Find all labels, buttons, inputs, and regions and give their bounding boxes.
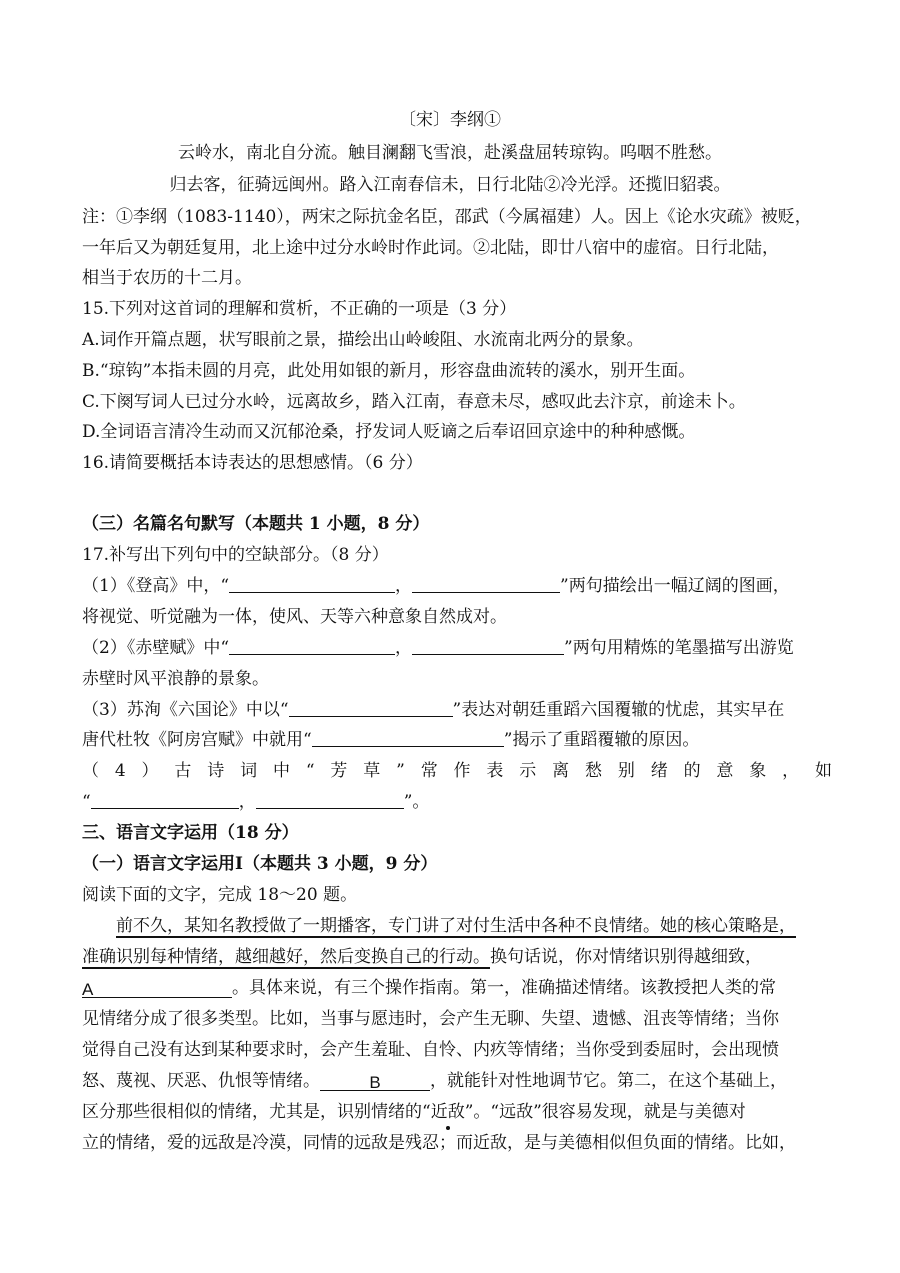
passage-line-5: 觉得自己没有达到某种要求时，会产生羞耻、自怜、内疚等情绪；当你受到委屈时，会出现愤 — [82, 1040, 779, 1060]
item-4-line-2 — [82, 787, 832, 817]
item-4-char: 表 — [486, 761, 504, 781]
answer-blank[interactable] — [412, 572, 560, 593]
item-4-char: ） — [141, 761, 159, 781]
underlined-text: 准确识别每种情绪，越细越好，然后变换自己的行动。 — [82, 947, 490, 967]
item-4-char: 草 — [363, 761, 381, 781]
answer-blank[interactable] — [412, 634, 564, 655]
emphasis-dotted-text: 近敌 — [430, 1102, 465, 1122]
passage-text: ”。“远敌”很容易发现，就是与美德对 — [464, 1102, 746, 1122]
poem-line-2: 归去客，征骑远闽州。路入江南春信未，日行北陆②冷光浮。还揽旧貂裘。 — [169, 175, 731, 195]
item-2-line-1 — [82, 633, 832, 663]
passage-text: 区分那些很相似的情绪，尤其是，识别情绪的“ — [82, 1102, 431, 1122]
reading-instruction: 阅读下面的文字，完成 18～20 题。 — [82, 885, 358, 905]
item-4-char: 常 — [420, 761, 438, 781]
option-d: D.全词语言清冷生动而又沉郁沧桑，抒发词人贬谪之后奉诏回京途中的种种感慨。 — [82, 422, 696, 442]
item-4-char: 愁 — [584, 761, 602, 781]
item-4-char: 如 — [815, 761, 832, 781]
answer-blank[interactable] — [91, 788, 239, 809]
note-line-3: 相当于农历的十二月。 — [82, 268, 252, 288]
answer-blank[interactable] — [229, 572, 395, 593]
item-1-line-1 — [82, 571, 832, 601]
item-2-line-2: 赤壁时风平浪静的景象。 — [82, 669, 269, 689]
item-4-char: “ — [305, 761, 315, 781]
item-3-suffix: ”表达对朝廷重蹈六国覆辙的忧虑，其实早在 — [452, 700, 785, 720]
item-4-char: 作 — [453, 761, 471, 781]
passage-line-7 — [82, 1097, 832, 1127]
blank-b-label: B — [369, 1073, 381, 1092]
item-3-line-2 — [82, 725, 832, 755]
part-3-heading: 三、语言文字运用（18 分） — [82, 823, 299, 843]
item-4-char: 绪 — [650, 761, 668, 781]
underlined-text: 前不久，某知名教授做了一期播客，专门讲了对付生活中各种不良情绪。她的核心策略是， — [116, 916, 796, 936]
blank-a-label: A — [82, 980, 94, 999]
question-17: 17.补写出下列句中的空缺部分。（8 分） — [82, 545, 389, 565]
passage-line-3 — [82, 973, 832, 1003]
item-4-char: ， — [782, 761, 800, 781]
blank-a[interactable] — [82, 975, 232, 998]
passage-line-4: 见情绪分成了很多类型。比如，当事与愿违时，会产生无聊、失望、遗憾、沮丧等情绪；当你 — [82, 1009, 779, 1029]
item-4-char: 离 — [552, 761, 570, 781]
item-3-line-2-prefix: 唐代杜牧《阿房宫赋》中就用“ — [82, 730, 312, 750]
item-4-line-1 — [82, 756, 832, 786]
item-2-sep: ， — [395, 638, 413, 658]
passage-text: 怒、蔑视、厌恶、仇恨等情绪。 — [82, 1071, 320, 1091]
answer-blank[interactable] — [312, 726, 504, 747]
item-4-char: （ — [82, 761, 99, 781]
item-4-char: 诗 — [207, 761, 225, 781]
item-4-char: 词 — [240, 761, 258, 781]
option-a: A.词作开篇点题，状写眼前之景，描绘出山岭峻阻、水流南北两分的景象。 — [82, 330, 644, 350]
item-2-suffix: ”两句用精炼的笔墨描写出游览 — [564, 638, 794, 658]
item-4-char: 别 — [617, 761, 635, 781]
item-3-line-1 — [82, 695, 832, 725]
answer-blank[interactable] — [256, 788, 404, 809]
item-4-sep: ， — [238, 792, 256, 812]
item-4-char: 4 — [114, 761, 126, 781]
item-4-close-quote: ”。 — [403, 792, 430, 812]
item-4-open-quote: “ — [82, 792, 91, 812]
poem-author: 〔宋〕李纲① — [399, 110, 501, 130]
item-4-char: 示 — [519, 761, 537, 781]
passage-line-2 — [82, 942, 832, 972]
passage-text: 换句话说，你对情绪识别得越细致， — [490, 947, 762, 967]
item-4-char: 古 — [174, 761, 192, 781]
question-15-stem: 15.下列对这首词的理解和赏析，不正确的一项是（3 分） — [82, 299, 517, 319]
part-3-subheading: （一）语言文字运用Ⅰ（本题共 3 小题，9 分） — [82, 854, 438, 874]
passage-line-1 — [116, 911, 832, 941]
passage-text: ，就能针对性地调节它。第二，在这个基础上， — [430, 1071, 787, 1091]
answer-blank[interactable] — [229, 634, 395, 655]
item-4-char: 意 — [716, 761, 734, 781]
note-line-2: 一年后又为朝廷复用，北上途中过分水岭时作此词。②北陆，即廿八宿中的虚宿。日行北陆， — [82, 238, 779, 258]
answer-blank[interactable] — [289, 696, 453, 717]
item-4-char: 中 — [272, 761, 290, 781]
item-4-char: 象 — [749, 761, 767, 781]
section-3-heading: （三）名篇名句默写（本题共 1 小题，8 分） — [82, 514, 430, 534]
item-4-char: ” — [396, 761, 405, 781]
item-1-prefix: （1）《登高》中，“ — [82, 576, 230, 596]
poem-line-1: 云岭水，南北自分流。触目澜翻飞雪浪，赴溪盘屈转琼钩。呜咽不胜愁。 — [178, 143, 722, 163]
item-1-line-2: 将视觉、听觉融为一体，使风、天等六种意象自然成对。 — [82, 607, 507, 627]
item-4-char: 芳 — [330, 761, 348, 781]
passage-line-6 — [82, 1066, 832, 1096]
passage-text: 。具体来说，有三个操作指南。第一，准确描述情绪。该教授把人类的常 — [232, 978, 776, 998]
item-2-prefix: （2）《赤壁赋》中“ — [82, 638, 230, 658]
item-3-line-2-suffix: ”揭示了重蹈覆辙的原因。 — [503, 730, 700, 750]
note-line-1: 注：①李纲（1083-1140），两宋之际抗金名臣，邵武（今属福建）人。因上《论水灾疏》被贬， — [82, 207, 812, 227]
item-1-sep: ， — [395, 576, 413, 596]
option-c: C.下阕写词人已过分水岭，远离故乡，踏入江南，春意未尽，感叹此去汴京，前途未卜。 — [82, 392, 746, 412]
item-3-prefix: （3）苏洵《六国论》中以“ — [82, 700, 289, 720]
item-4-char: 的 — [683, 761, 701, 781]
option-b: B.“琼钩”本指未圆的月亮，此处用如银的新月，形容盘曲流转的溪水，别开生面。 — [82, 361, 696, 381]
blank-b[interactable] — [320, 1068, 430, 1091]
item-1-suffix: ”两句描绘出一幅辽阔的图画， — [560, 576, 790, 596]
question-16: 16.请简要概括本诗表达的思想感情。（6 分） — [82, 453, 423, 473]
passage-line-8: 立的情绪，爱的远敌是冷漠，同情的远敌是残忍；而近敌，是与美德相似但负面的情绪。比如， — [82, 1133, 796, 1153]
